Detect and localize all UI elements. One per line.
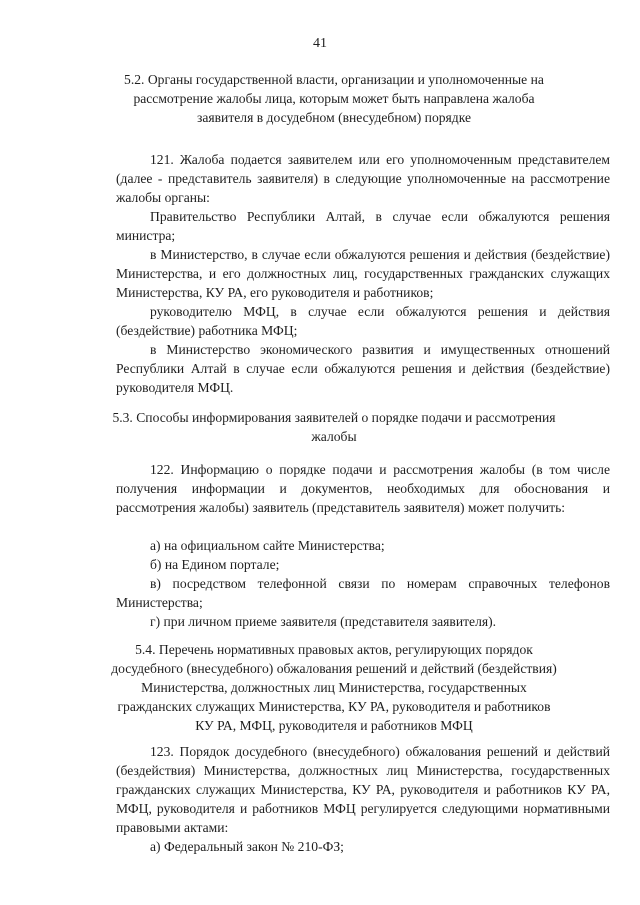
list-item-b: б) на Едином портале; — [150, 557, 280, 572]
section-heading-5-2: 5.2. Органы государственной власти, организации и уполномоченные на рассмотрение жалобы лица, которым может быть направлена жалоба заявителя в досудебном (внесудебном) порядке — [124, 72, 544, 125]
section-heading-5-4: 5.4. Перечень нормативных правовых актов, регулирующих порядок досудебного (внесудебного) обжалования решений и действий (бездействия) Министерства, должностных лиц Министерства, государственных гражданских служащих Министерства, КУ РА, руководителя и работников КУ РА, МФЦ, руководителя и работников МФЦ — [111, 642, 557, 733]
list-item-a: а) на официальном сайте Министерства; — [150, 538, 385, 553]
paragraph-121: 121. Жалоба подается заявителем или его уполномоченным представителем (далее - представитель заявителя) в следующие уполномоченные на рассмотрение жалобы органы: — [116, 152, 610, 205]
paragraph-ministry: в Министерство, в случае если обжалуются решения и действия (бездействие) Министерства, и его должностных лиц, государственных гражданских служащих Министерства, КУ РА, его руководителя и работников; — [116, 247, 610, 300]
paragraph-123: 123. Порядок досудебного (внесудебного) обжалования решений и действий (бездействия) Министерства, должностных лиц Министерства, государственных гражданских служащих Министерства, КУ РА, руководителя и работников КУ РА, МФЦ, руководителя и работников МФЦ регулируется следующими нормативными правовыми актами: — [116, 744, 610, 835]
list-item-g: г) при личном приеме заявителя (представителя заявителя). — [150, 614, 497, 629]
list-item-v: в) посредством телефонной связи по номерам справочных телефонов Министерства; — [116, 576, 610, 610]
paragraph-mfc-head: руководителю МФЦ, в случае если обжалуются решения и действия (бездействие) работника МФЦ; — [116, 304, 610, 338]
list-item-law-210: а) Федеральный закон № 210-ФЗ; — [150, 839, 344, 854]
paragraph-government: Правительство Республики Алтай, в случае если обжалуются решения министра; — [116, 209, 610, 243]
page-number: 41 — [313, 36, 327, 51]
paragraph-economy-ministry: в Министерство экономического развития и имущественных отношений Республики Алтай в случае если обжалуются решения и действия (бездействие) руководителя МФЦ. — [116, 342, 610, 395]
paragraph-122: 122. Информацию о порядке подачи и рассмотрения жалобы (в том числе получения информации и документов, необходимых для обоснования и рассмотрения жалобы) заявитель (представитель заявителя) может получить: — [116, 462, 610, 515]
section-heading-5-3: 5.3. Способы информирования заявителей о порядке подачи и рассмотрения жалобы — [112, 410, 556, 444]
